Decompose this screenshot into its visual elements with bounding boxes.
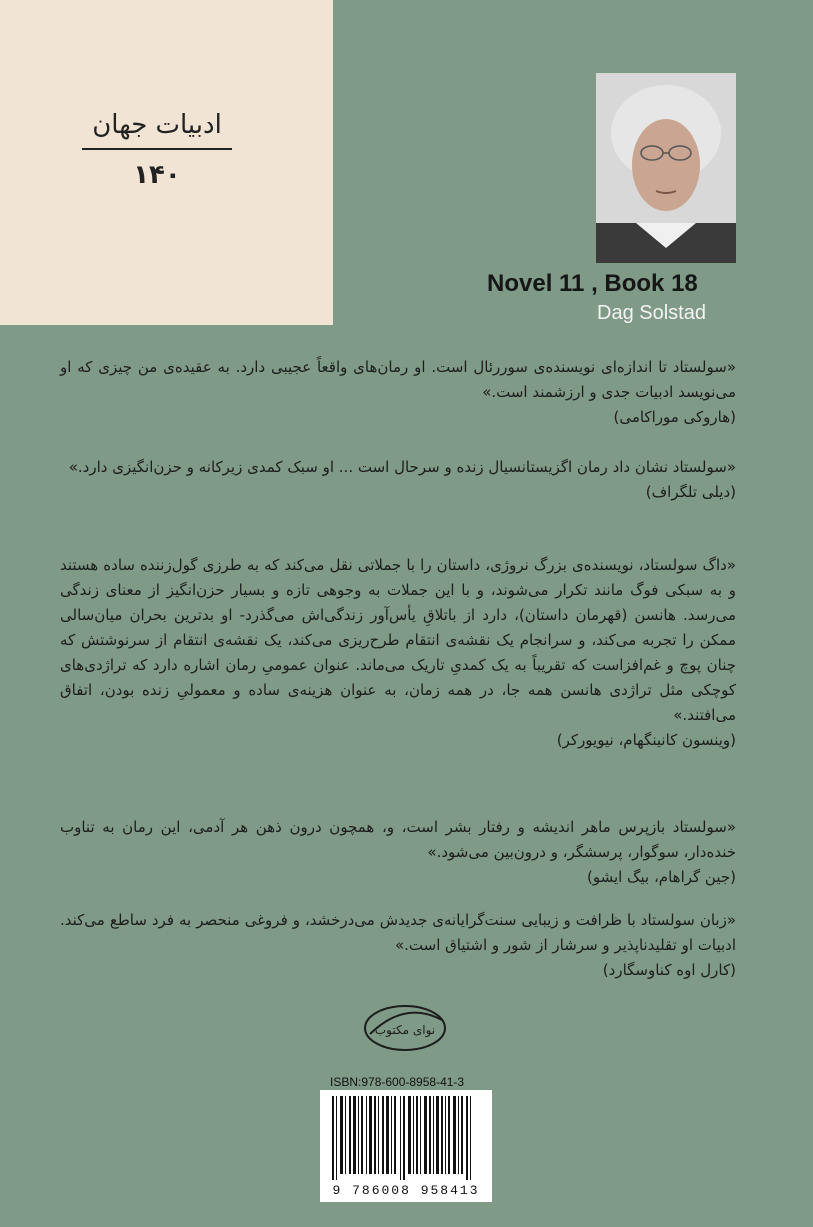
- barcode: [320, 1090, 492, 1202]
- barcode-bars: [320, 1096, 492, 1186]
- quote-block: [60, 355, 736, 430]
- book-series-label: Novel 11 , Book 18: [487, 270, 698, 297]
- quote-text: «سولستاد تا اندازه‌ای نویسنده‌ی سوررئال است. او رمان‌های واقعاً عجیبی دارد. به عقیده‌ی من چیزی که او می‌نویسد ادبیات جدی و ارزشمند است.»: [60, 358, 736, 401]
- quote-source: (هاروکی موراکامی): [613, 408, 736, 426]
- quote-block: [60, 553, 736, 753]
- quote-block: [60, 455, 736, 505]
- quote-block: [60, 815, 736, 890]
- publisher-logo: [360, 990, 450, 1060]
- series-panel: [0, 0, 333, 325]
- author-name: Dag Solstad: [597, 302, 706, 324]
- quote-source: (وینسون کانینگهام، نیویورکر): [556, 731, 736, 749]
- publisher-name: نوای مکتوب: [374, 1023, 436, 1037]
- author-photo: [596, 73, 736, 263]
- quote-block: [60, 908, 736, 983]
- quote-text: «زبان سولستاد با ظرافت و زیبایی سنت‌گرایانه‌ی جدیدش می‌درخشد، و فروغی منحصر به فرد ساطع می‌کند. ادبیات او تقلیدناپذیر و سرشار از شور و اشتیاق است.»: [60, 911, 736, 954]
- series-number: ۱۴۰: [133, 160, 181, 190]
- series-title: ادبیات جهان: [82, 110, 232, 150]
- quote-source: (جین گراهام، بیگ ایشو): [586, 868, 736, 886]
- quote-text: «سولستاد بازپرس ماهر اندیشه و رفتار بشر است، و، همچون درون ذهن هر آدمی، این رمان به تناوب خنده‌دار، سوگوار، پرسشگر، و درون‌بین می‌شود.»: [60, 818, 736, 861]
- isbn-label: ISBN:978-600-8958-41-3: [330, 1075, 465, 1089]
- barcode-digits: 9 786008 958413: [332, 1183, 480, 1198]
- quote-text: «سولستاد نشان داد رمان اگزیستانسیال زنده و سرحال است ... او سبک کمدی زیرکانه و حزن‌انگیزی دارد.»: [68, 458, 736, 476]
- quote-source: (دیلی تلگراف): [645, 483, 736, 501]
- quote-source: (کارل اوه کناوسگارد): [602, 961, 736, 979]
- quote-text: «داگ سولستاد، نویسنده‌ی بزرگ نروژی، داستان را با جملاتی نقل می‌کند که به طرزی گول‌زننده ساده هستند و به سبکی فوگ مانند تکرار می‌شوند، و با این جملات به وجوهی تازه و بسیار حزن‌انگیز از معنای زندگی می‌رسد. هانسن (قهرمان داستان)، دارد از باتلاقِ یأس‌آور زندگی‌اش می‌گذرد- او بدترین بحران میان‌سالی ممکن را تجربه می‌کند، و سرانجام یک نقشه‌ی انتقام طرح‌ریزی می‌کند، یک نقشه‌ی انتقام از سرنوشتش که چنان پوچ و غم‌افزاست که تقریباً به یک کمدیِ تاریک می‌ماند. عنوان عمومیِ رمان اشاره دارد که تراژدی‌های کوچکی مثل تراژدی هانسن همه جا، در همه زمان، به عنوان هزینه‌ی ساده و معمولیِ زنده بودن، اتفاق می‌افتند.»: [60, 556, 736, 724]
- author-portrait-illustration: [596, 73, 736, 263]
- publisher-logo-mark: [360, 990, 450, 1060]
